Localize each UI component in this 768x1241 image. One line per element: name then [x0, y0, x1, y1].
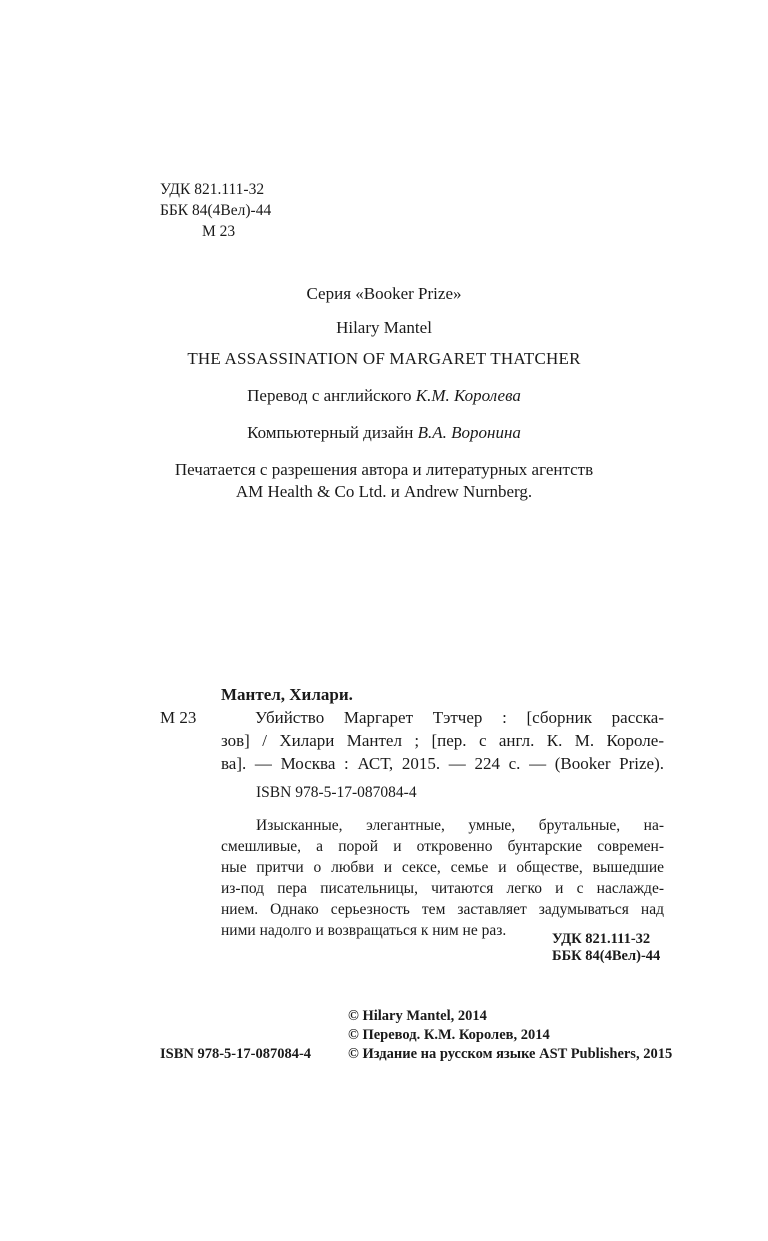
udk-code-top: УДК 821.111-32 [160, 181, 265, 198]
annotation-line-1: Изысканные, элегантные, умные, брутальные, на- [256, 817, 664, 834]
annotation-line-5: нием. Однако серьезность тем заставляет задумываться над [221, 901, 664, 918]
author-mark-top: М 23 [202, 223, 236, 240]
bibliographic-heading: Мантел, Хилари. [221, 685, 353, 704]
design-prefix: Компьютерный дизайн [247, 423, 414, 442]
translation-prefix: Перевод с английского [247, 386, 412, 405]
translation-credit [0, 384, 768, 407]
bibliographic-line-1: Убийство Маргарет Тэтчер : [сборник расска- [255, 708, 664, 727]
translator-name: К.М. Королева [415, 386, 521, 405]
footer-isbn: ISBN 978-5-17-087084-4 [160, 1046, 312, 1062]
copyright-author: © Hilary Mantel, 2014 [348, 1008, 487, 1024]
design-credit [0, 421, 768, 444]
series-name: Серия «Booker Prize» [306, 284, 462, 303]
designer-name: В.А. Воронина [417, 423, 521, 442]
bibliographic-line-3: ва]. — Москва : АСТ, 2015. — 224 с. — (Booker Prize). [221, 754, 664, 773]
bbk-code-top: ББК 84(4Вел)-44 [160, 202, 272, 219]
author-name: Hilary Mantel [336, 318, 432, 337]
permission-line-2: AM Health & Co Ltd. и Andrew Nurnberg. [235, 482, 533, 501]
annotation-line-2: смешливые, а порой и откровенно бунтарские современ- [221, 838, 664, 855]
udk-code-bottom: УДК 821.111-32 [552, 931, 651, 947]
copyright-translation: © Перевод. К.М. Королев, 2014 [348, 1027, 550, 1043]
bibliographic-author-mark: М 23 [160, 708, 197, 727]
permission-line-1: Печатается с разрешения автора и литературных агентств [174, 460, 594, 479]
copyright-edition: © Издание на русском языке AST Publishers, 2015 [348, 1046, 673, 1062]
bibliographic-isbn: ISBN 978-5-17-087084-4 [256, 784, 417, 801]
bbk-code-bottom: ББК 84(4Вел)-44 [552, 948, 661, 964]
original-title: THE ASSASSINATION OF MARGARET THATCHER [187, 349, 581, 368]
bibliographic-line-2: зов] / Хилари Мантел ; [пер. с англ. К. М. Короле- [221, 731, 664, 750]
annotation-line-6: ними надолго и возвращаться к ним не раз. [221, 922, 507, 939]
annotation-line-3: ные притчи о любви и сексе, семье и обществе, вышедшие [221, 859, 664, 876]
annotation-line-4: из-под пера писательницы, читаются легко и с наслажде- [221, 880, 664, 897]
